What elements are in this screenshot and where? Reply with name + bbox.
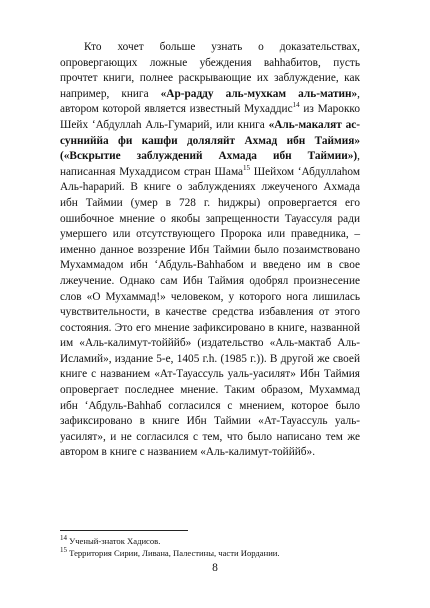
footnote-14 [60,535,370,547]
footnote-text-14: Ученый-знаток Хадисов. [67,536,161,546]
paragraph-text-5: Шейхом ‘Абдуллаhом Аль-hарарий. В книге о заблуждениях лжеученого Ахмада ибн Таймии (умер в 728 г. hиджры) опровергается его ошибочное мнение о якобы запрещенности Тауассуля ради умершего или отсутствующего Пророка или праведника, – именно данное воззрение Ибн Таймии было позаимствовано Мухаммадом ибн ‘Абдуль-Ваhhабом и введено им в свое лжеучение. Однако сам Ибн Таймия одобрял произнесение слов «О Мухаммад!» человеком, у которого нога лишилась чувствительности, в качестве средства избавления от этого состояния. Это его мнение зафиксировано в книге, названной им «Аль-калимут-тойййб» (издательство «Аль-мактаб Аль-Исламий», издание 5-е, 1405 г.h. (1985 г.)). В другой же своей книге с названием «Ат-Тауассуль уаль-уасилят» Ибн Таймия опровергает последнее мнение. Таким образом, Мухаммад ибн ‘Абдуль-Ваhhаб согласился с мнением, которое было зафиксировано в книге Ибн Таймии «Ат-Тауассуль уаль-уасилят», и не согласился с тем, что было написано тем же автором в книге с названием «Аль-калимут-тойййб». [60,165,360,459]
paragraph-text-4: , написанная Мухаддисом стран Шама [60,150,360,178]
footnotes [60,535,370,559]
page-number: 8 [212,562,218,574]
footnote-text-15: Территория Сирии, Ливана, Палестины, части Иордании. [67,548,280,558]
book-title-ar-raddu: «Ар-радду аль-мухкам аль-матин» [160,87,358,100]
paragraph-text-2: , автором которой является известный Мухаддис [60,87,360,116]
paragraph-text-1: Кто хочет больше узнать о доказательствах, опровергающих ложные убеждения ваhhабитов, пусть прочтет книги, полнее раскрывающие их заблуждение, как например, книга [60,41,360,100]
main-paragraph [60,40,360,461]
footnote-separator [60,530,188,531]
footnote-number-15: 15 [60,546,67,555]
paragraph-text-3: из Марокко Шейх ‘Абдуллаh Аль-Гумарий, или книга [60,103,360,131]
footnote-ref-15: 15 [243,163,251,172]
footnote-number-14: 14 [60,534,67,543]
footnote-15 [60,547,370,559]
footnote-ref-14: 14 [292,101,300,110]
book-title-al-makalyat: «Аль-макалят ас-сунниййа фи кашфи доляляйт Ахмад ибн Таймия» («Вскрытие заблуждений Ахмада ибн Таймии») [60,118,360,163]
